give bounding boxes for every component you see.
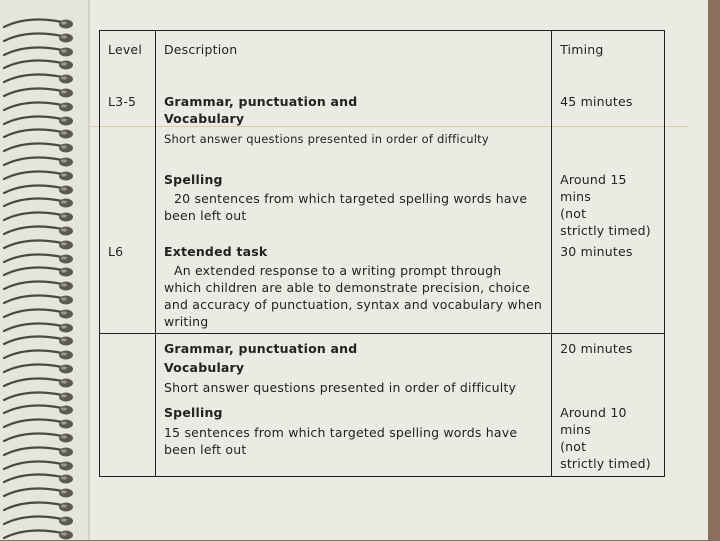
spiral-coil	[2, 347, 76, 361]
row-title: Grammar, punctuation and	[163, 94, 358, 109]
header-level: Level	[108, 42, 142, 57]
row-timing-note: (not	[560, 439, 587, 454]
spiral-coil	[2, 30, 76, 44]
row-detail: An extended response to a writing prompt through	[173, 263, 502, 278]
spiral-coil	[2, 485, 76, 499]
binding-edge	[88, 0, 90, 540]
spiral-coil	[2, 499, 76, 513]
row-detail-cont: been left out	[163, 442, 247, 457]
spiral-coil	[2, 140, 76, 154]
spiral-coil	[2, 195, 76, 209]
header-description: Description	[163, 42, 238, 57]
spiral-coil	[2, 430, 76, 444]
spiral-coil	[2, 361, 76, 375]
spiral-coil	[2, 264, 76, 278]
spiral-coil	[2, 513, 76, 527]
spiral-coil	[2, 389, 76, 403]
spiral-coil	[2, 126, 76, 140]
row-detail-cont: and accuracy of punctuation, syntax and vocabulary when	[163, 297, 542, 312]
spiral-coil	[2, 154, 76, 168]
spiral-coil	[2, 113, 76, 127]
row-timing: 30 minutes	[560, 244, 633, 259]
row-timing: 45 minutes	[560, 94, 633, 109]
row-title: Spelling	[163, 405, 223, 420]
row-level: L6	[108, 244, 124, 259]
spiral-coil	[2, 57, 76, 71]
table-row	[100, 398, 665, 477]
row-title-cont: Vocabulary	[163, 111, 245, 126]
row-detail-cont: writing	[163, 314, 209, 329]
row-title: Spelling	[163, 172, 223, 187]
table-row	[100, 167, 665, 239]
spiral-coil	[2, 471, 76, 485]
row-timing: Around 10 mins	[560, 405, 627, 437]
spiral-coil	[2, 85, 76, 99]
row-detail: 15 sentences from which targeted spelling words have	[163, 425, 518, 440]
spiral-coil	[2, 444, 76, 458]
row-level: L3-5	[108, 94, 137, 109]
spiral-coil	[2, 333, 76, 347]
row-title: Extended task	[163, 244, 268, 259]
row-timing-note-cont: strictly timed)	[560, 456, 651, 471]
row-timing-note-cont: strictly timed)	[560, 223, 651, 238]
spiral-coil	[2, 237, 76, 251]
spiral-coil	[2, 527, 76, 541]
row-detail: Short answer questions presented in order of difficulty	[163, 132, 489, 146]
row-title: Grammar, punctuation and	[163, 341, 358, 356]
spiral-coil	[2, 168, 76, 182]
row-title-cont: Vocabulary	[163, 360, 245, 375]
row-timing-note: (not	[560, 206, 587, 221]
row-detail: 20 sentences from which targeted spelling words have	[173, 191, 528, 206]
spiral-coil	[2, 458, 76, 472]
table-row	[100, 239, 665, 334]
header-timing: Timing	[560, 42, 604, 57]
row-detail-cont: which children are able to demonstrate precision, choice	[163, 280, 531, 295]
spiral-coil	[2, 320, 76, 334]
spiral-coil	[2, 251, 76, 265]
row-detail: Short answer questions presented in order of difficulty	[163, 380, 517, 395]
spiral-coil	[2, 402, 76, 416]
row-timing: 20 minutes	[560, 341, 633, 356]
spiral-coil	[2, 223, 76, 237]
spiral-coil	[2, 44, 76, 58]
spiral-coil	[2, 99, 76, 113]
row-timing: Around 15 mins	[560, 172, 627, 204]
table-header-row	[100, 31, 665, 88]
test-schedule-table	[99, 30, 665, 477]
spiral-coil	[2, 278, 76, 292]
spiral-coil	[2, 292, 76, 306]
spiral-coil	[2, 71, 76, 85]
spiral-coil	[2, 182, 76, 196]
spiral-coil	[2, 416, 76, 430]
row-detail-cont: been left out	[163, 208, 247, 223]
spiral-coil	[2, 306, 76, 320]
spiral-coil	[2, 209, 76, 223]
spiral-coil	[2, 375, 76, 389]
table-row	[100, 87, 665, 167]
table-row	[100, 334, 665, 399]
spiral-coil	[2, 16, 76, 30]
